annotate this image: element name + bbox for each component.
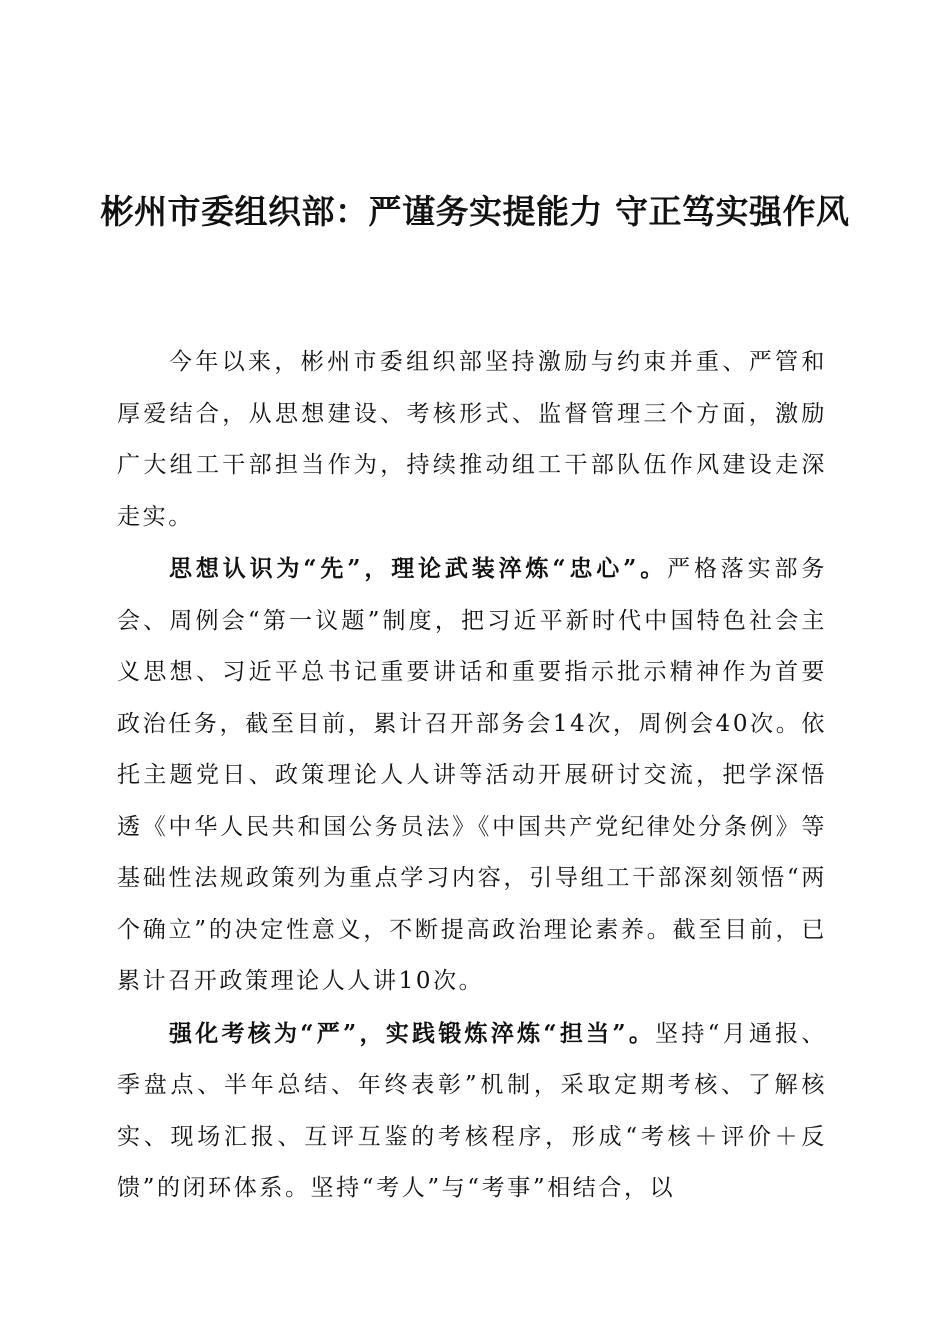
paragraph-assessment <box>117 1008 827 1215</box>
paragraph-ideology <box>117 543 827 1008</box>
paragraph-text: 今年以来，彬州市委组织部坚持激励与约束并重、严管和厚爱结合，从思想建设、考核形式、监督管理三个方面，激励广大组工干部担当作为，持续推动组工干部队伍作风建设走深走实。 <box>117 349 827 530</box>
paragraph-text: 坚持“月通报、季盘点、半年总结、年终表彰”机制，采取定期考核、了解核实、现场汇报、互评互鉴的考核程序，形成“考核＋评价＋反馈”的闭环体系。坚持“考人”与“考事”相结合，以 <box>117 1020 828 1201</box>
paragraph-lead: 强化考核为“严”，实践锻炼淬炼“担当”。 <box>169 1019 656 1047</box>
paragraph-text: 严格落实部务会、周例会“第一议题”制度，把习近平新时代中国特色社会主义思想、习近平总书记重要讲话和重要指示批示精神作为首要政治任务，截至目前，累计召开部务会14次，周例会40次。依托主题党日、政策理论人人讲等活动开展研讨交流，把学深悟透《中华人民共和国公务员法》《中国共产党纪律处分条例》等基础性法规政策列为重点学习内容，引导组工干部深刻领悟“两个确立”的决定性意义，不断提高政治理论素养。截至目前，已累计召开政策理论人人讲10次。 <box>117 556 827 994</box>
paragraph-lead: 思想认识为“先”，理论武装淬炼“忠心”。 <box>169 555 668 582</box>
document-title: 彬州市委组织部：严谨务实提能力 守正笃实强作风 <box>100 192 850 231</box>
document-body <box>117 336 827 1215</box>
paragraph-intro <box>117 336 827 543</box>
